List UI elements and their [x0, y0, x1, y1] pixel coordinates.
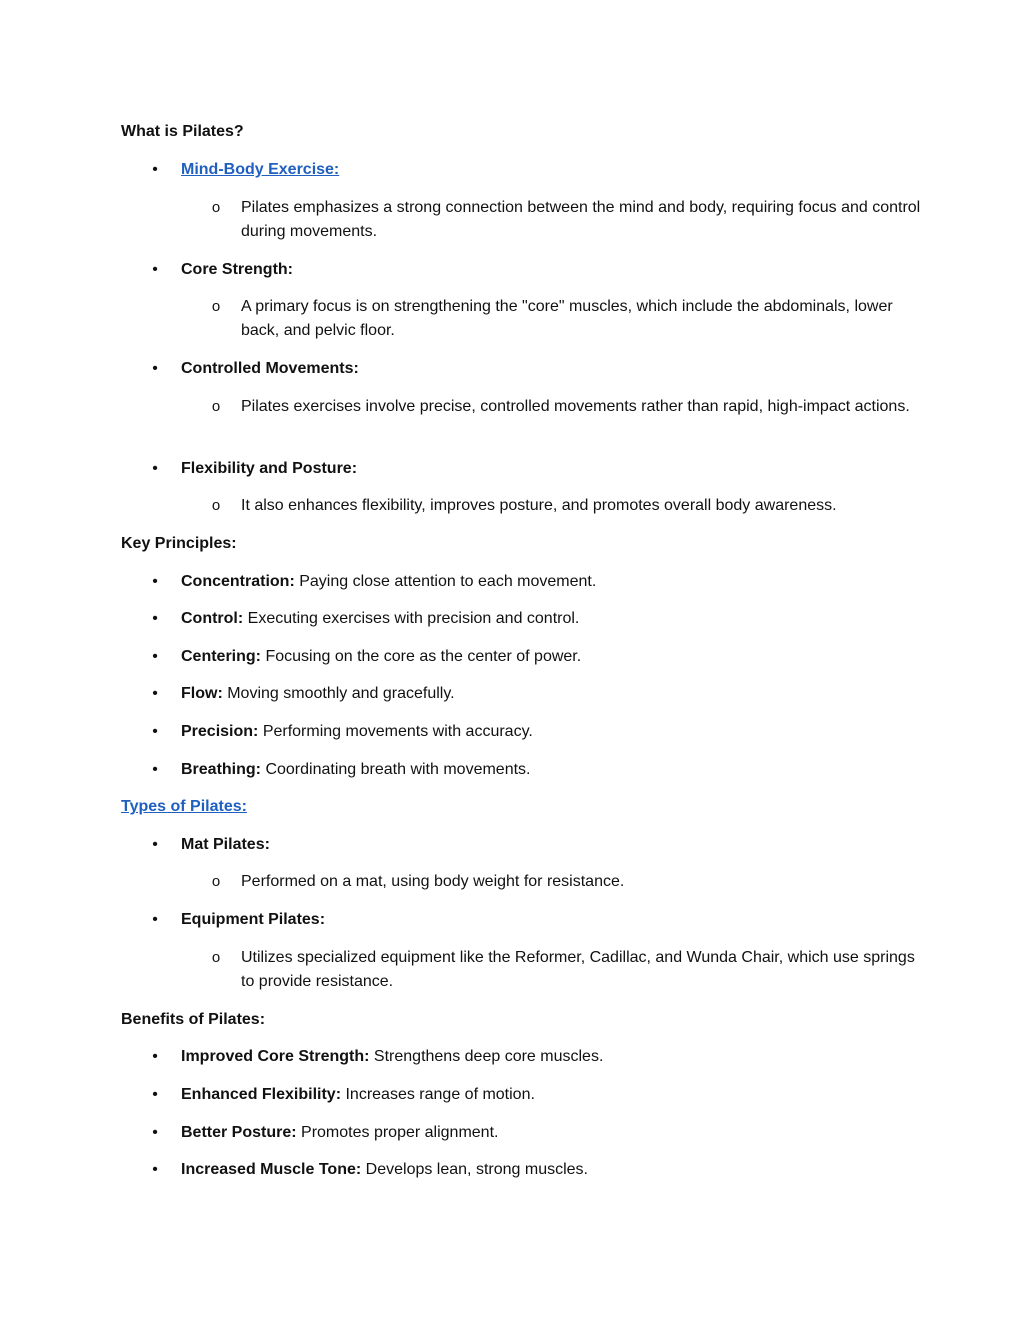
bullet-icon: •	[152, 610, 158, 627]
item-label: Improved Core Strength:	[181, 1048, 370, 1065]
item-detail: Utilizes specialized equipment like the Reformer, Cadillac, and Wunda Chair, which use springs to provide resistance.	[241, 949, 915, 990]
bullet-icon: •	[152, 1086, 158, 1103]
bullet-icon: •	[152, 1048, 158, 1065]
item-label: Concentration:	[181, 573, 295, 590]
item-label: Breathing:	[181, 761, 261, 778]
item-label: Precision:	[181, 723, 259, 740]
item-text: Focusing on the core as the center of power.	[265, 648, 582, 665]
item-text: Executing exercises with precision and control.	[247, 610, 580, 627]
item-label: Core Strength:	[181, 261, 293, 278]
bullet-icon: •	[152, 723, 158, 740]
bullet-icon: •	[152, 1161, 158, 1178]
item-label: Mat Pilates:	[181, 836, 270, 853]
item-detail: It also enhances flexibility, improves posture, and promotes overall body awareness.	[241, 497, 837, 514]
item-label: Increased Muscle Tone:	[181, 1161, 362, 1178]
bullet-icon: •	[152, 360, 158, 377]
item-text: Coordinating breath with movements.	[265, 761, 531, 778]
item-text: Performing movements with accuracy.	[262, 723, 533, 740]
item-text: Strengthens deep core muscles.	[373, 1048, 604, 1065]
item-label: Equipment Pilates:	[181, 911, 326, 928]
item-detail: Pilates exercises involve precise, controlled movements rather than rapid, high-impact actions.	[241, 398, 910, 415]
bullet-icon: •	[152, 761, 158, 778]
item-text: Paying close attention to each movement.	[299, 573, 597, 590]
item-label: Control:	[181, 610, 244, 627]
sub-bullet-icon: o	[211, 199, 221, 216]
item-text: Develops lean, strong muscles.	[365, 1161, 588, 1178]
item-label: Centering:	[181, 648, 261, 665]
types-of-pilates-link[interactable]: Types of Pilates:	[121, 798, 247, 815]
bullet-icon: •	[152, 261, 158, 278]
mind-body-exercise-link[interactable]: Mind-Body Exercise:	[181, 161, 340, 178]
sub-bullet-icon: o	[211, 949, 221, 966]
bullet-icon: •	[152, 1124, 158, 1141]
item-label: Flexibility and Posture:	[181, 460, 358, 477]
sub-bullet-icon: o	[211, 298, 221, 315]
bullet-icon: •	[152, 685, 158, 702]
sub-bullet-icon: o	[211, 497, 221, 514]
bullet-icon: •	[152, 161, 158, 178]
bullet-icon: •	[152, 648, 158, 665]
section-title-what-is-pilates: What is Pilates?	[121, 123, 244, 140]
item-text: Moving smoothly and gracefully.	[227, 685, 455, 702]
section-title-key-principles: Key Principles:	[121, 535, 237, 552]
item-text: Increases range of motion.	[345, 1086, 535, 1103]
item-text: Promotes proper alignment.	[301, 1124, 499, 1141]
sub-bullet-icon: o	[211, 873, 221, 890]
item-label: Flow:	[181, 685, 223, 702]
item-label: Enhanced Flexibility:	[181, 1086, 342, 1103]
bullet-icon: •	[152, 836, 158, 853]
item-label: Better Posture:	[181, 1124, 297, 1141]
item-label: Controlled Movements:	[181, 360, 359, 377]
bullet-icon: •	[152, 573, 158, 590]
bullet-icon: •	[152, 460, 158, 477]
item-detail: A primary focus is on strengthening the "core" muscles, which include the abdominals, lower back, and pelvic floor.	[241, 298, 893, 339]
item-detail: Performed on a mat, using body weight for resistance.	[241, 873, 625, 890]
bullet-icon: •	[152, 911, 158, 928]
section-title-benefits: Benefits of Pilates:	[121, 1011, 266, 1028]
sub-bullet-icon: o	[211, 398, 221, 415]
item-detail: Pilates emphasizes a strong connection between the mind and body, requiring focus and control during movements.	[241, 199, 921, 240]
